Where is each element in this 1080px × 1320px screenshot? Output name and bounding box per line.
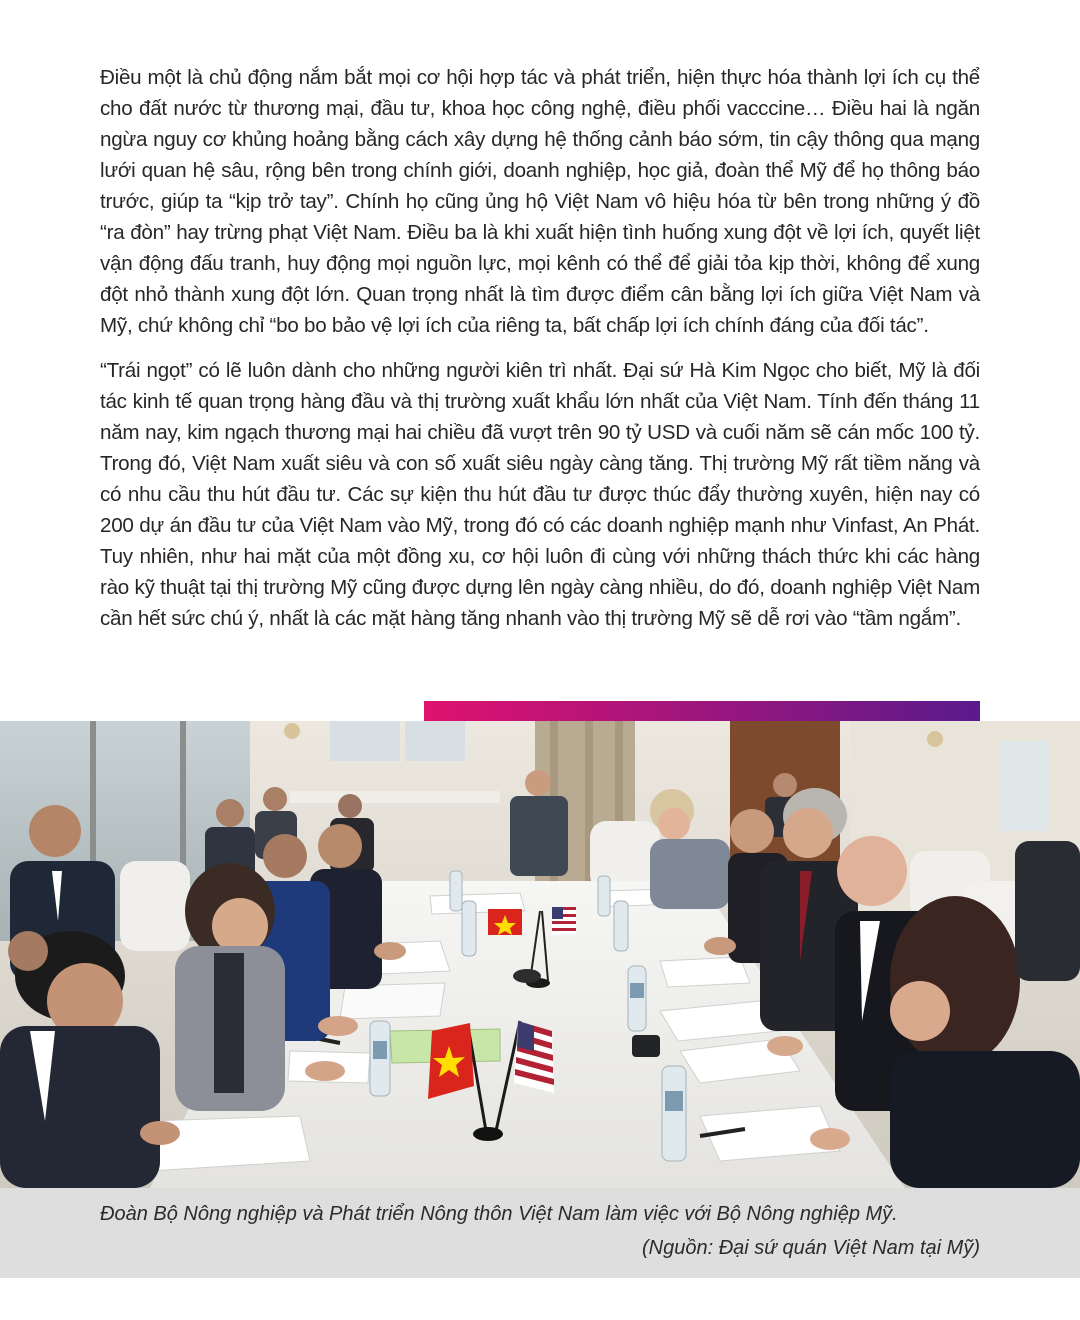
article-paragraph-1: Điều một là chủ động nắm bắt mọi cơ hội hợp tác và phát triển, hiện thực hóa thành lợi ích cụ thể cho đất nước từ thương mại, đầu tư, khoa học công nghệ, điều phối vacccine… Điều hai là ngăn ngừa nguy cơ khủng hoảng bằng cách xây dựng hệ thống cảnh báo sớm, tin cậy thông qua mạng lưới quan hệ sâu, rộng bên trong chính giới, doanh nghiệp, học giả, đoàn thể Mỹ để họ thông báo trước, giúp ta “kịp trở tay”. Chính họ cũng ủng hộ Việt Nam vô hiệu hóa từ bên trong những ý đồ “ra đòn” hay trừng phạt Việt Nam. Điều ba là khi xuất hiện tình huống xung đột về lợi ích, quyết liệt vận động đấu tranh, huy động mọi nguồn lực, mọi kênh có thể để giải tỏa kịp thời, không để xung đột nhỏ thành xung đột lớn. Quan trọng nhất là tìm được điểm cân bằng lợi ích giữa Việt Nam và Mỹ, chứ không chỉ “bo bo bảo vệ lợi ích của riêng ta, bất chấp lợi ích chính đáng của đối tác”. <box>100 66 980 337</box>
phone <box>632 1035 660 1057</box>
meeting-photo <box>0 721 1080 1188</box>
article-body <box>100 62 980 648</box>
photo-caption: Đoàn Bộ Nông nghiệp và Phát triển Nông thôn Việt Nam làm việc với Bộ Nông nghiệp Mỹ. <box>100 1203 898 1225</box>
photo-source: (Nguồn: Đại sứ quán Việt Nam tại Mỹ) <box>642 1237 980 1259</box>
us-flag <box>514 1021 554 1093</box>
article-paragraph-2: “Trái ngọt” có lẽ luôn dành cho những người kiên trì nhất. Đại sứ Hà Kim Ngọc cho biết, Mỹ là đối tác kinh tế quan trọng hàng đầu và thị trường xuất khẩu lớn nhất của Việt Nam. Tính đến tháng 11 năm nay, kim ngạch thương mại hai chiều đã vượt trên 90 tỷ USD và cuối năm sẽ cán mốc 100 tỷ. Trong đó, Việt Nam xuất siêu và con số xuất siêu ngày càng tăng. Thị trường Mỹ rất tiềm năng và có nhu cầu thu hút đầu tư. Các sự kiện thu hút đầu tư được thúc đẩy thường xuyên, hiện nay có 200 dự án đầu tư của Việt Nam vào Mỹ, trong đó có các doanh nghiệp mạnh như Vinfast, An Phát. Tuy nhiên, như hai mặt của một đồng xu, cơ hội luôn đi cùng với những thách thức khi các hàng rào kỹ thuật tại thị trường Mỹ cũng được dựng lên ngày càng nhiều, do đó, doanh nghiệp Việt Nam cần hết sức chú ý, nhất là các mặt hàng tăng nhanh vào thị trường Mỹ sẽ dễ rơi vào “tầm ngắm”. <box>100 359 980 630</box>
caption-box <box>0 1188 1080 1278</box>
accent-gradient-bar <box>424 701 980 721</box>
